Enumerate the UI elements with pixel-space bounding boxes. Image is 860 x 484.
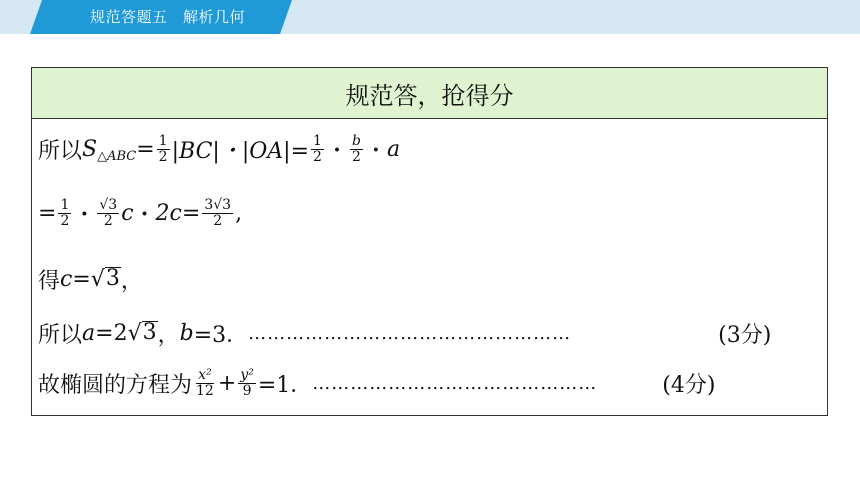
square-root: [91, 267, 121, 292]
denominator: 12: [196, 383, 214, 399]
denominator: 2: [103, 213, 113, 229]
solution-line-3: [38, 264, 143, 295]
math-op: =: [136, 137, 155, 162]
denominator: 2: [313, 149, 322, 165]
math-expr: |BC|・|OA|=: [171, 139, 310, 164]
numerator: b: [351, 133, 361, 150]
radical-sign: √: [127, 321, 142, 346]
panel-heading-text: 规范答，抢得分: [345, 81, 514, 110]
numerator: x²: [198, 367, 212, 384]
fraction: [194, 368, 216, 398]
math-op: ・: [364, 139, 387, 164]
denominator: 9: [242, 383, 252, 399]
panel-heading: [32, 68, 827, 119]
denominator: 2: [158, 149, 168, 165]
numerator: 1: [158, 133, 168, 150]
math-var: c: [121, 201, 134, 226]
math-var: b: [179, 321, 194, 346]
math-op: =: [38, 201, 57, 226]
solution-line-2: [38, 198, 242, 229]
fraction: [202, 198, 233, 228]
math-op: ・: [325, 139, 348, 164]
math-op: ・: [73, 203, 96, 228]
math-op: ・: [133, 203, 156, 228]
denominator: 2: [60, 213, 70, 229]
top-bar: [0, 0, 860, 34]
solution-line-5: [38, 368, 715, 399]
text: 所以: [38, 323, 83, 348]
math-expr: 2c=: [155, 201, 201, 226]
math-subscript: △ABC: [97, 149, 137, 164]
section-title: 规范答题五 解析几何: [90, 8, 246, 26]
punctuation: ，: [120, 269, 143, 294]
numerator: √3: [99, 197, 118, 214]
math-var: c: [60, 267, 73, 292]
numerator: y²: [240, 367, 254, 384]
text: 得: [38, 269, 61, 294]
math-op: =: [72, 267, 91, 292]
fraction: [350, 134, 363, 164]
math-var: a: [82, 321, 96, 346]
solution-line-4: [38, 318, 771, 349]
fraction: [97, 198, 119, 228]
numerator: 1: [313, 133, 322, 150]
score-label: (4分): [662, 373, 716, 398]
math-op: =2: [95, 321, 128, 346]
answer-panel: [31, 67, 828, 416]
fraction: [238, 368, 256, 398]
leader-dots: ………………………………………: [312, 373, 598, 394]
radicand: 3: [142, 320, 157, 345]
punctuation: ,: [235, 201, 243, 226]
math-expr: =3．: [193, 323, 249, 348]
radical-sign: √: [90, 267, 105, 292]
solution-line-1: [38, 134, 400, 165]
fraction: [58, 198, 71, 228]
text: 故椭圆的方程为: [38, 373, 193, 398]
numerator: 1: [60, 197, 70, 214]
numerator: 3√3: [204, 197, 232, 214]
math-var: S: [82, 137, 98, 162]
fraction: [311, 134, 324, 164]
math-var: a: [386, 137, 401, 162]
denominator: 2: [351, 149, 361, 165]
square-root: [128, 321, 158, 346]
fraction: [157, 134, 170, 164]
math-op: +: [217, 371, 237, 396]
score-label: (3分): [718, 323, 772, 348]
radicand: 3: [105, 266, 120, 291]
leader-dots: ……………………………………………: [248, 323, 572, 344]
punctuation: ，: [157, 323, 180, 348]
denominator: 2: [213, 213, 223, 229]
text: 所以: [38, 139, 83, 164]
math-expr: =1．: [257, 373, 313, 398]
